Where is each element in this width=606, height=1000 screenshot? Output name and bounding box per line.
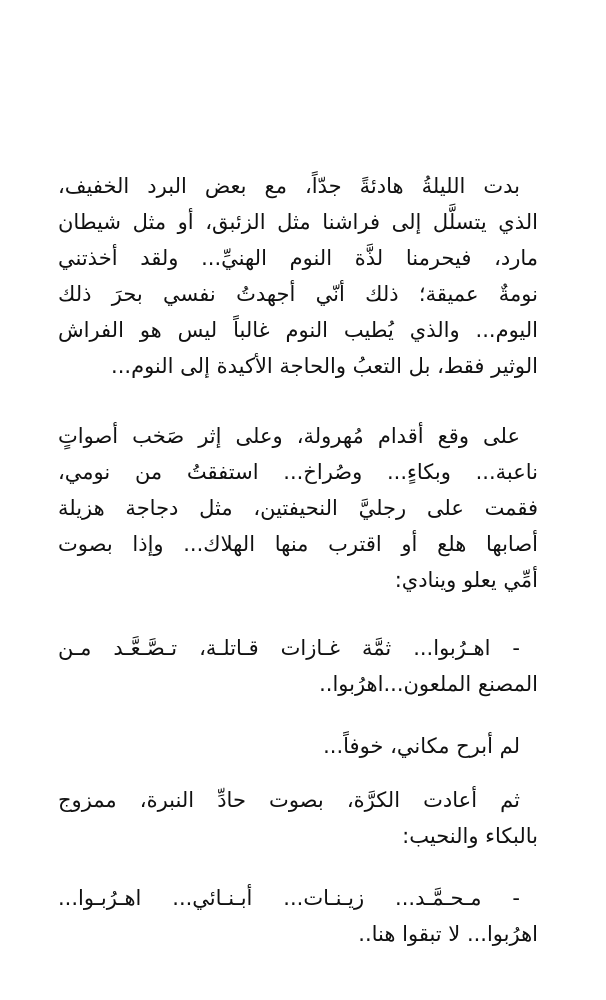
text-line: اليوم... والذي يُطيب النوم غالباً ليس هو الفراش bbox=[58, 318, 538, 342]
text-line: أمِّي يعلو وينادي: bbox=[394, 568, 538, 592]
text-line: ناعبة... وبكاءٍ... وصُراخ... استفقتُ من نومي، bbox=[58, 460, 538, 484]
paragraph-2 bbox=[58, 418, 538, 598]
text-line: فقمت على رجليَّ النحيفتين، مثل دجاجة هزيلة bbox=[58, 496, 538, 520]
text-line: - اهـرُبوا... ثمَّة غـازات قـاتلـة، تـصَّـعَّـد مـن bbox=[58, 636, 520, 660]
text-line: الوثير فقط، بل التعبُ والحاجة الأكيدة إلى النوم... bbox=[111, 354, 538, 378]
paragraph-1 bbox=[58, 168, 538, 384]
text-line: اهرُبوا... لا تبقوا هنا.. bbox=[358, 922, 538, 946]
text-line: ثم أعادت الكرَّة، بصوت حادِّ النبرة، ممزوج bbox=[58, 788, 520, 812]
text-line: لم أبرح مكاني، خوفاً... bbox=[323, 734, 520, 758]
text-line: مارد، فيحرمنا لذَّة النوم الهنيِّ... ولقد أخذتني bbox=[58, 246, 538, 270]
paragraph-6 bbox=[58, 880, 538, 952]
text-line: المصنع الملعون...اهرُبوا.. bbox=[319, 672, 538, 696]
text-line: بالبكاء والنحيب: bbox=[402, 824, 538, 848]
text-line: نومةٌ عميقة؛ ذلك أنّي أجهدتُ نفسي بحرَ ذلك bbox=[58, 282, 538, 306]
text-line: الذي يتسلَّل إلى فراشنا مثل الزئبق، أو مثل شيطان bbox=[58, 210, 538, 234]
paragraph-5 bbox=[58, 782, 538, 854]
text-line: على وقع أقدام مُهرولة، وعلى إثر صَخب أصواتٍ bbox=[58, 424, 520, 448]
text-line: - مـحـمَّـد... زيـنـات... أبـنـائي... اهـرُبـوا... bbox=[58, 886, 520, 910]
text-line: بدت الليلةُ هادئةً جدّاً، مع بعض البرد الخفيف، bbox=[58, 174, 520, 198]
text-line: أصابها هلع أو اقترب منها الهلاك... وإذا بصوت bbox=[58, 532, 538, 556]
paragraph-3 bbox=[58, 630, 538, 702]
paragraph-4 bbox=[58, 728, 538, 764]
